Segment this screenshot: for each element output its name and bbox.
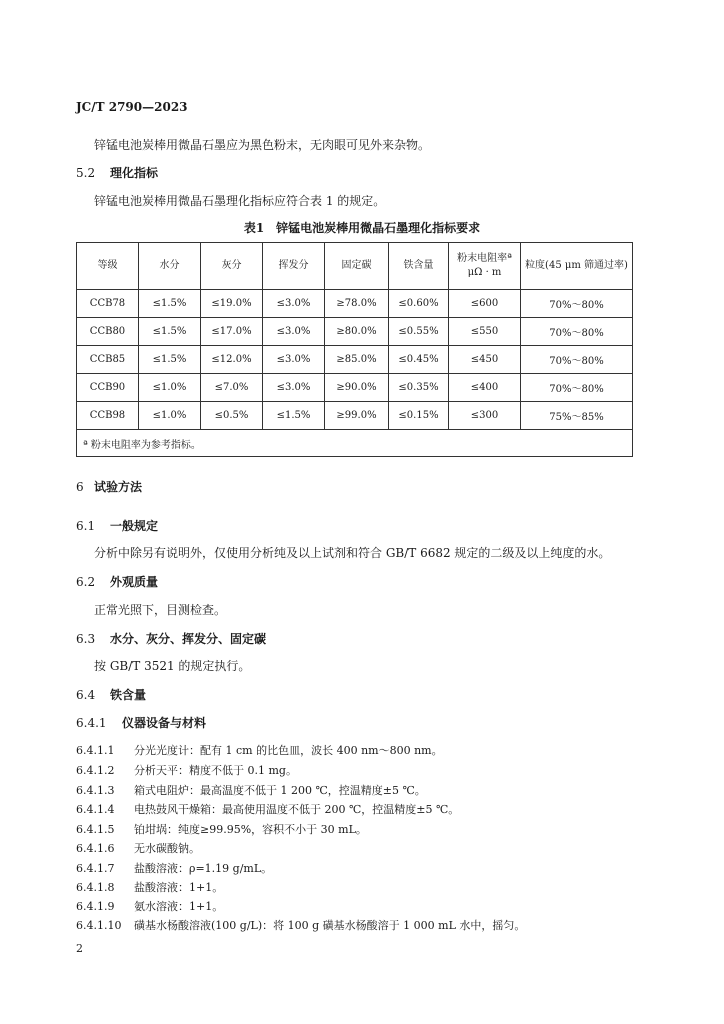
cell-grade: CCB80 bbox=[77, 318, 139, 346]
list-item bbox=[76, 917, 525, 933]
item-number: 6.4.1.4 bbox=[76, 803, 115, 816]
section-title: 试验方法 bbox=[94, 480, 143, 494]
cell-resistivity: ≤450 bbox=[449, 346, 521, 374]
section-number: 6 bbox=[76, 480, 84, 494]
item-number: 6.4.1.3 bbox=[76, 784, 115, 797]
section-number: 6.1 bbox=[76, 519, 96, 533]
table-row bbox=[77, 346, 633, 374]
cell-ash: ≤0.5% bbox=[201, 402, 263, 430]
section-6-2-heading bbox=[76, 573, 158, 590]
table-row bbox=[77, 402, 633, 430]
header-moisture: 水分 bbox=[139, 243, 201, 290]
cell-particle-size: 70%～80% bbox=[521, 318, 633, 346]
section-title: 铁含量 bbox=[110, 688, 147, 702]
cell-resistivity: ≤600 bbox=[449, 290, 521, 318]
item-text: 盐酸溶液：1+1。 bbox=[134, 881, 224, 894]
section-number: 5.2 bbox=[76, 166, 96, 180]
table-footnote: ª 粉末电阻率为参考指标。 bbox=[77, 430, 633, 457]
section-6-1-heading bbox=[76, 517, 158, 534]
cell-iron: ≤0.45% bbox=[389, 346, 449, 374]
header-fixed-carbon: 固定碳 bbox=[325, 243, 389, 290]
item-number: 6.4.1.8 bbox=[76, 881, 115, 894]
cell-iron: ≤0.15% bbox=[389, 402, 449, 430]
cell-fixed-carbon: ≥85.0% bbox=[325, 346, 389, 374]
cell-resistivity: ≤550 bbox=[449, 318, 521, 346]
item-number: 6.4.1.6 bbox=[76, 842, 115, 855]
cell-grade: CCB78 bbox=[77, 290, 139, 318]
cell-particle-size: 75%～85% bbox=[521, 402, 633, 430]
item-text: 箱式电阻炉：最高温度不低于 1 200 ℃，控温精度±5 ℃。 bbox=[134, 784, 426, 797]
cell-moisture: ≤1.0% bbox=[139, 402, 201, 430]
header-volatile: 挥发分 bbox=[263, 243, 325, 290]
item-text: 分析天平：精度不低于 0.1 mg。 bbox=[134, 764, 297, 777]
page-number: 2 bbox=[76, 942, 83, 955]
list-item bbox=[76, 801, 459, 817]
section-6-1-text: 分析中除另有说明外，仅使用分析纯及以上试剂和符合 GB/T 6682 规定的二级及以上纯度的水。 bbox=[94, 546, 611, 560]
section-title: 一般规定 bbox=[110, 519, 159, 533]
item-text: 氨水溶液：1+1。 bbox=[134, 900, 224, 913]
cell-moisture: ≤1.0% bbox=[139, 374, 201, 402]
section-number: 6.3 bbox=[76, 632, 96, 646]
item-text: 铂坩埚：纯度≥99.95%，容积不小于 30 mL。 bbox=[134, 823, 367, 836]
item-text: 无水碳酸钠。 bbox=[134, 842, 200, 855]
item-text: 电热鼓风干燥箱：最高使用温度不低于 200 ℃，控温精度±5 ℃。 bbox=[134, 803, 460, 816]
cell-fixed-carbon: ≥78.0% bbox=[325, 290, 389, 318]
section-number: 6.2 bbox=[76, 575, 96, 589]
section-6-4-1-heading bbox=[76, 714, 206, 731]
cell-ash: ≤12.0% bbox=[201, 346, 263, 374]
section-title: 外观质量 bbox=[110, 575, 159, 589]
cell-moisture: ≤1.5% bbox=[139, 318, 201, 346]
item-number: 6.4.1.5 bbox=[76, 823, 115, 836]
section-title: 仪器设备与材料 bbox=[122, 716, 207, 730]
section-number: 6.4.1 bbox=[76, 716, 107, 730]
cell-iron: ≤0.55% bbox=[389, 318, 449, 346]
cell-fixed-carbon: ≥99.0% bbox=[325, 402, 389, 430]
cell-ash: ≤19.0% bbox=[201, 290, 263, 318]
cell-volatile: ≤3.0% bbox=[263, 318, 325, 346]
cell-resistivity: ≤300 bbox=[449, 402, 521, 430]
section-title: 水分、灰分、挥发分、固定碳 bbox=[110, 632, 267, 646]
cell-grade: CCB85 bbox=[77, 346, 139, 374]
section-number: 6.4 bbox=[76, 688, 96, 702]
cell-ash: ≤7.0% bbox=[201, 374, 263, 402]
section-6-3-heading bbox=[76, 630, 266, 647]
list-item bbox=[76, 879, 223, 895]
header-particle-size: 粒度(45 μm 筛通过率) bbox=[521, 243, 633, 290]
cell-iron: ≤0.35% bbox=[389, 374, 449, 402]
document-header: JC/T 2790—2023 bbox=[76, 100, 188, 114]
item-text: 分光光度计：配有 1 cm 的比色皿，波长 400 nm～800 nm。 bbox=[134, 744, 443, 757]
resistivity-unit: μΩ · m bbox=[467, 267, 502, 278]
list-item bbox=[76, 840, 200, 856]
header-iron: 铁含量 bbox=[389, 243, 449, 290]
cell-grade: CCB90 bbox=[77, 374, 139, 402]
cell-resistivity: ≤400 bbox=[449, 374, 521, 402]
table-header-row bbox=[77, 243, 633, 290]
cell-volatile: ≤3.0% bbox=[263, 346, 325, 374]
section-5-2-heading bbox=[76, 164, 158, 181]
cell-ash: ≤17.0% bbox=[201, 318, 263, 346]
table-row bbox=[77, 374, 633, 402]
header-resistivity bbox=[449, 243, 521, 290]
cell-moisture: ≤1.5% bbox=[139, 346, 201, 374]
list-item bbox=[76, 860, 272, 876]
item-number: 6.4.1.7 bbox=[76, 862, 115, 875]
list-item bbox=[76, 898, 223, 914]
section-6-3-text: 按 GB/T 3521 的规定执行。 bbox=[94, 659, 251, 673]
table-note-row bbox=[77, 430, 633, 457]
table-caption: 表1 锌锰电池炭棒用微晶石墨理化指标要求 bbox=[243, 221, 481, 235]
item-number: 6.4.1.9 bbox=[76, 900, 115, 913]
list-item bbox=[76, 821, 367, 837]
cell-volatile: ≤1.5% bbox=[263, 402, 325, 430]
item-text: 盐酸溶液：ρ=1.19 g/mL。 bbox=[134, 862, 273, 875]
list-item bbox=[76, 782, 426, 798]
cell-fixed-carbon: ≥90.0% bbox=[325, 374, 389, 402]
list-item bbox=[76, 742, 443, 758]
table-row bbox=[77, 318, 633, 346]
header-grade: 等级 bbox=[77, 243, 139, 290]
table-row bbox=[77, 290, 633, 318]
cell-grade: CCB98 bbox=[77, 402, 139, 430]
cell-particle-size: 70%～80% bbox=[521, 290, 633, 318]
cell-volatile: ≤3.0% bbox=[263, 374, 325, 402]
cell-moisture: ≤1.5% bbox=[139, 290, 201, 318]
cell-particle-size: 70%～80% bbox=[521, 374, 633, 402]
cell-volatile: ≤3.0% bbox=[263, 290, 325, 318]
cell-fixed-carbon: ≥80.0% bbox=[325, 318, 389, 346]
list-item bbox=[76, 762, 297, 778]
cell-iron: ≤0.60% bbox=[389, 290, 449, 318]
section-6-2-text: 正常光照下，目测检查。 bbox=[94, 603, 227, 617]
section-6-4-heading bbox=[76, 686, 146, 703]
section-title: 理化指标 bbox=[110, 166, 159, 180]
item-text: 磺基水杨酸溶液(100 g/L)：将 100 g 磺基水杨酸溶于 1 000 mL 水中，摇匀。 bbox=[134, 919, 526, 932]
section-6-heading bbox=[76, 478, 142, 495]
section-5-2-text: 锌锰电池炭棒用微晶石墨理化指标应符合表 1 的规定。 bbox=[94, 194, 386, 208]
item-number: 6.4.1.2 bbox=[76, 764, 115, 777]
appearance-requirement-text: 锌锰电池炭棒用微晶石墨应为黑色粉末，无肉眼可见外来杂物。 bbox=[94, 138, 431, 152]
cell-particle-size: 70%～80% bbox=[521, 346, 633, 374]
item-number: 6.4.1.1 bbox=[76, 744, 115, 757]
item-number: 6.4.1.10 bbox=[76, 919, 122, 932]
header-ash: 灰分 bbox=[201, 243, 263, 290]
spec-table bbox=[76, 242, 633, 457]
resistivity-label: 粉末电阻率ª bbox=[457, 253, 512, 264]
